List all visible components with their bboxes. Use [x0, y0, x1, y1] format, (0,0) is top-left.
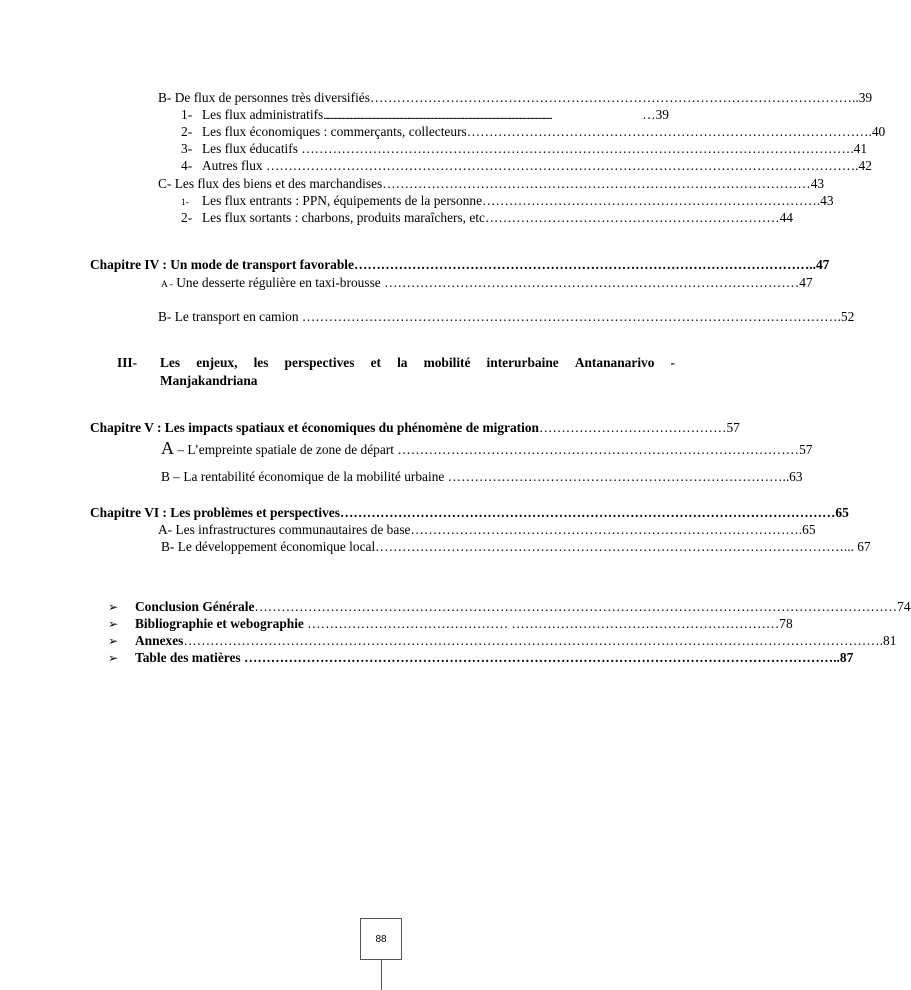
- chapter-heading: [90, 504, 849, 521]
- dot-leader: ……………………………………………………………………………………………: [375, 539, 844, 554]
- part-roman-numeral: III-: [117, 355, 138, 370]
- toc-label: Bibliographie et webographie: [135, 616, 304, 631]
- toc-label: A- Les infrastructures communautaires de base: [158, 522, 411, 537]
- toc-page-number: ..63: [782, 469, 803, 484]
- toc-label: Chapitre IV : Un mode de transport favorable: [90, 257, 354, 272]
- toc-entry: [181, 106, 669, 123]
- toc-page-number: .40: [868, 124, 886, 139]
- toc-page-number: ..39: [852, 90, 873, 105]
- toc-entry: [158, 308, 855, 325]
- dot-leader: ………………………………………………………………………………: [466, 124, 869, 139]
- toc-page-number: .52: [837, 309, 855, 324]
- dot-leader: …………………………………………………………………………………: [380, 275, 800, 290]
- toc-page-number: 47: [799, 275, 813, 290]
- chapter-heading: [90, 419, 740, 436]
- toc-label: B- De flux de personnes très diversifiés: [158, 90, 370, 105]
- toc-entry: [161, 468, 803, 485]
- toc-label: B- Le développement économique local: [161, 539, 376, 554]
- toc-page-number: 44: [779, 210, 793, 225]
- toc-page-number: 78: [779, 616, 793, 631]
- toc-entry: [181, 209, 793, 226]
- toc-page-number: .81: [879, 633, 897, 648]
- toc-label: Conclusion Générale: [135, 599, 255, 614]
- toc-label: Annexes: [135, 633, 184, 648]
- toc-entry: [181, 157, 872, 174]
- dot-leader: ……………………………………………………………………………………………………………: [297, 141, 851, 156]
- item-number: 2-: [181, 124, 193, 139]
- toc-entry: [161, 274, 813, 291]
- part-title-word: -: [670, 355, 675, 370]
- toc-page-number: .43: [816, 193, 834, 208]
- toc-entry: [181, 192, 834, 209]
- part-title-word: la: [397, 355, 408, 370]
- toc-entry: [108, 632, 897, 649]
- toc-page-number: ..47: [809, 257, 830, 272]
- toc-page-number: ... 67: [843, 539, 871, 554]
- item-prefix: A: [161, 438, 174, 458]
- dot-leader: …………………………………………………………………………………………: [353, 257, 810, 272]
- toc-entry: [158, 175, 825, 192]
- dot-leader: ………………………………………………………………………………………………: [369, 90, 853, 105]
- item-number: 1-: [181, 198, 189, 208]
- toc-page-number: .41: [850, 141, 868, 156]
- item-prefix: A -: [161, 280, 173, 290]
- toc-label: Les flux entrants : PPN, équipements de la personne: [202, 193, 483, 208]
- item-number: 1-: [181, 107, 193, 122]
- dot-leader: …………………………………………………………: [484, 210, 780, 225]
- toc-page-number: 74: [897, 599, 911, 614]
- part-title-line1: [160, 354, 675, 372]
- dot-leader: …………………………………………………………………………………………………………………………………………: [183, 633, 880, 648]
- toc-label: Une desserte régulière en taxi-brousse: [172, 275, 381, 290]
- toc-label: B – La rentabilité économique de la mobilité urbaine: [161, 469, 445, 484]
- dot-leader: …………………………………………………………………: [482, 193, 817, 208]
- part-title-line2: Manjakandriana: [160, 373, 258, 388]
- dot-leader: ……………………………………: [538, 420, 727, 435]
- dot-leader: .........................................................................................................................................................................: [323, 110, 552, 122]
- dot-leader: …………………………………………………………………………………………………: [339, 505, 836, 520]
- toc-page-number: …39: [642, 107, 669, 122]
- toc-page-number: .65: [798, 522, 816, 537]
- page-number: 88: [375, 933, 387, 945]
- toc-label: Les flux éducatifs: [202, 141, 298, 156]
- toc-label: C- Les flux des biens et des marchandises: [158, 176, 383, 191]
- toc-label: Table des matières: [135, 650, 241, 665]
- item-number: 4-: [181, 158, 193, 173]
- item-number: 3-: [181, 141, 193, 156]
- toc-page-number: 57: [799, 442, 813, 457]
- toc-entry: [181, 123, 886, 140]
- toc-page-number: .42: [855, 158, 872, 173]
- toc-label: Autres flux: [202, 158, 263, 173]
- dot-leader: ………………………………………………………………………………………………………………………………: [254, 599, 898, 614]
- part-title-word: interurbaine: [486, 355, 559, 370]
- dot-leader: ……………………………………………………………………………………………………………………: [262, 158, 856, 173]
- toc-entry: [161, 538, 871, 555]
- part-title-word: Les: [160, 355, 181, 370]
- part-title-word: enjeux,: [196, 355, 238, 370]
- arrow-bullet-icon: ➢: [108, 651, 119, 665]
- toc-entry: [158, 89, 873, 106]
- toc-label: Les flux sortants : charbons, produits maraîchers, etc: [202, 210, 485, 225]
- part-title-word: perspectives: [284, 355, 355, 370]
- dot-leader: …………………………………………………………………………………………………………: [298, 309, 838, 324]
- toc-label: B- Le transport en camion: [158, 309, 299, 324]
- dot-leader: …………………………………………………………………: [444, 469, 783, 484]
- part-title-word: les: [253, 355, 269, 370]
- item-number: 2-: [181, 210, 193, 225]
- toc-entry: [158, 521, 816, 538]
- dot-leader: ……………………………………… ……………………………………………………: [303, 616, 780, 631]
- footer-divider: [381, 960, 382, 990]
- arrow-bullet-icon: ➢: [108, 617, 119, 631]
- arrow-bullet-icon: ➢: [108, 634, 119, 648]
- toc-entry: [181, 140, 868, 157]
- toc-label: Les flux administratifs: [202, 107, 324, 122]
- arrow-bullet-icon: ➢: [108, 600, 119, 614]
- dot-leader: ……………………………………………………………………………………………………………………: [240, 650, 834, 665]
- toc-label: Les flux économiques : commerçants, collecteurs: [202, 124, 467, 139]
- part-heading: [117, 354, 675, 390]
- chapter-heading: [90, 256, 830, 273]
- toc-label: Chapitre VI : Les problèmes et perspectives: [90, 505, 340, 520]
- toc-entry: [108, 649, 854, 666]
- dot-leader: ……………………………………………………………………………: [410, 522, 799, 537]
- part-title-word: et: [370, 355, 381, 370]
- toc-label: Chapitre V : Les impacts spatiaux et économiques du phénomène de migration: [90, 420, 539, 435]
- toc-entry: [108, 615, 793, 632]
- dot-leader: ……………………………………………………………………………………: [382, 176, 811, 191]
- toc-label: – L’empreinte spatiale de zone de départ: [174, 442, 394, 457]
- part-title-word: Antananarivo: [574, 355, 655, 370]
- toc-entry: [108, 598, 911, 615]
- toc-page-number: ..87: [833, 650, 854, 665]
- toc-page-number: 43: [810, 176, 825, 191]
- dot-leader: ………………………………………………………………………………: [393, 442, 800, 457]
- toc-page-number: 65: [835, 505, 849, 520]
- page-number-box: [360, 918, 402, 960]
- toc-entry: [161, 438, 813, 458]
- part-title-word: mobilité: [423, 355, 471, 370]
- toc-page-number: 57: [726, 420, 740, 435]
